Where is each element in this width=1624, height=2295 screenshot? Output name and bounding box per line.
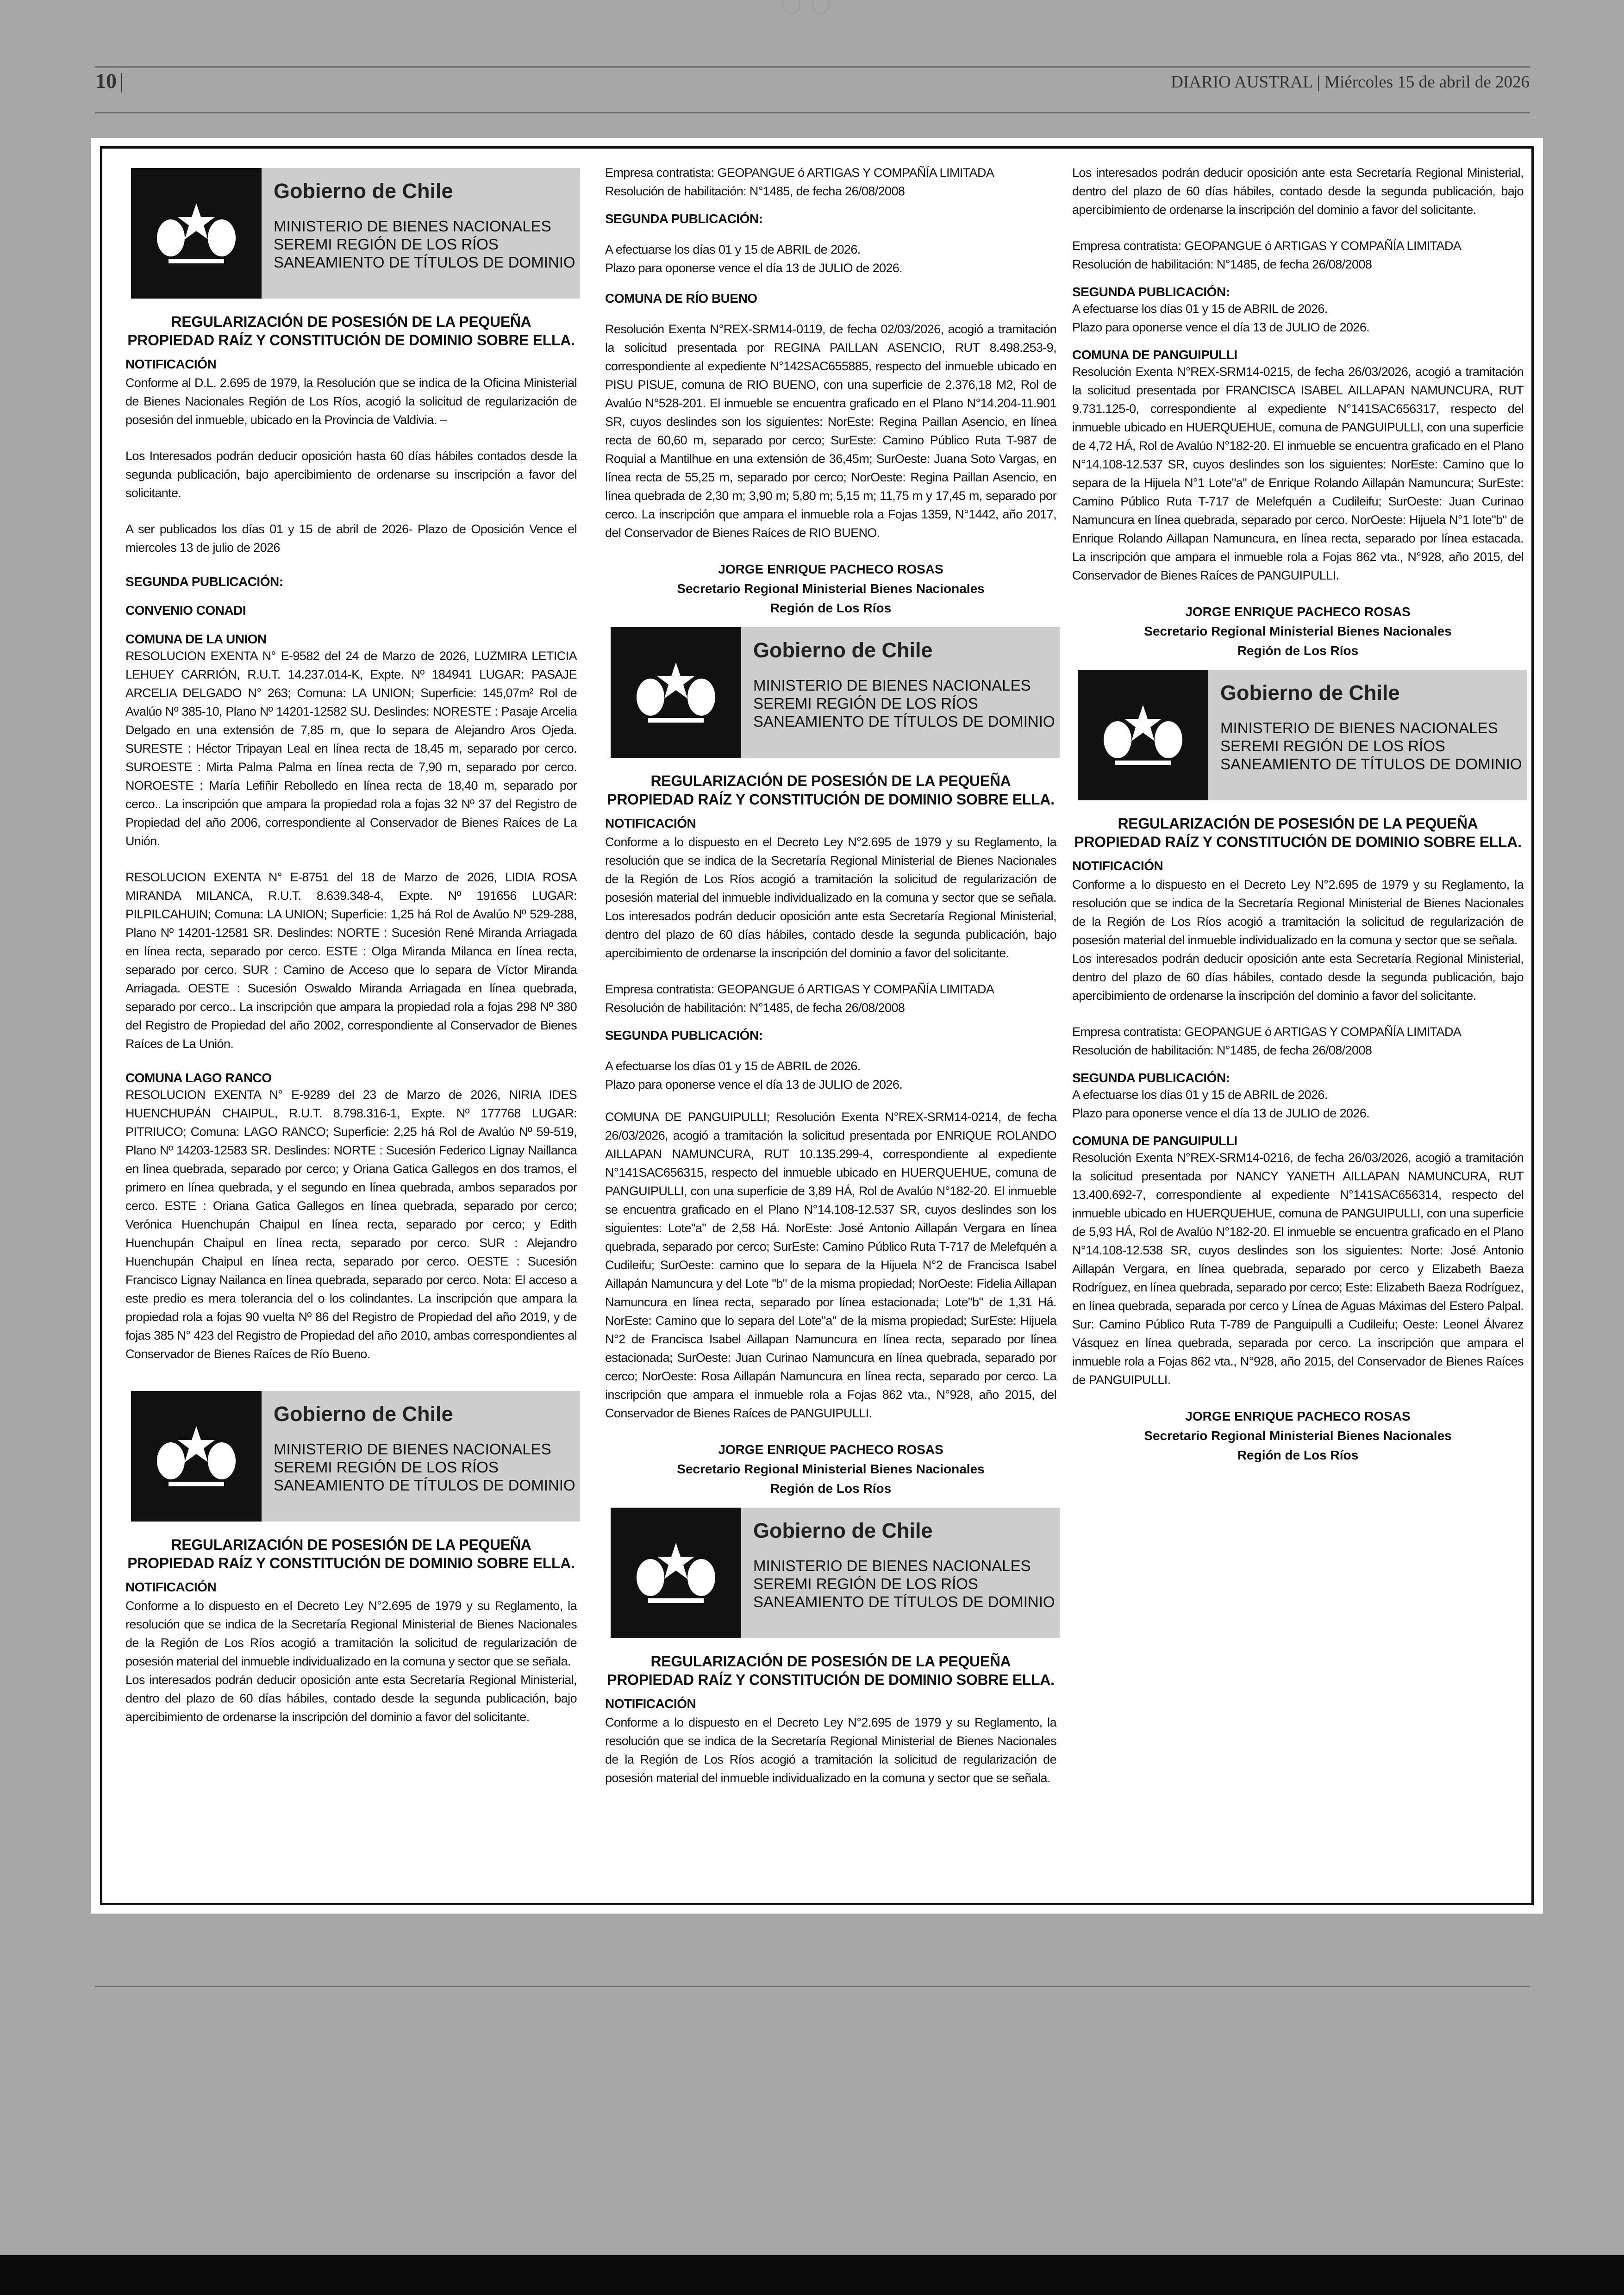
gov-logo-block <box>131 1391 580 1522</box>
segunda-publicacion-heading: SEGUNDA PUBLICACIÓN: <box>605 212 763 226</box>
contractor-info: Empresa contratista: GEOPANGUE ó ARTIGAS Y COMPAÑÍA LIMITADA Resolución de habilitación: N°1485, de fecha 26/08/2008 <box>605 166 994 198</box>
segunda-publicacion-heading: SEGUNDA PUBLICACIÓN: <box>1072 1071 1230 1085</box>
notificacion-heading: NOTIFICACIÓN <box>1072 859 1163 873</box>
notificacion-heading: NOTIFICACIÓN <box>125 1580 217 1594</box>
resolution-entry: Resolución Exenta N°REX-SRM14-0215, de fecha 26/03/2026, acogió a tramitación la solicitud presentada por FRANCISCA ISABEL AILLAPAN NAMUNCURA, RUT 9.731.125-0, correspondiente al expediente N°141SAC656317, respecto del inmueble ubicado en HUERQUEHUE, comuna de PANGUIPULLI, con una superficie de 4,72 HÁ, Rol de Avalúo N°182-20. El inmueble se encuentra graficado en el Plano N°14.108-12.537 SR, cuyos deslindes son los siguientes: NorEste: Camino que lo separa de la Hijuela N°1 Lote"a" de Enrique Rolando Aillapán Namuncura; SurEste: Camino Público Ruta T-717 de Melefquén a Cudileifu; SurOeste: Juan Curinao Namuncura en línea quebrada, separado por cerco. NorOeste: Hijuela N°1 lote"b" de Enrique Rolando Aillapan Namuncura, en línea recta, separado por línea estacada. La inscripción que ampara el inmueble rola a Fojas 862 vta., N°928, año 2015, del Conservador de Bienes Raíces de PANGUIPULLI. <box>1072 365 1524 582</box>
notice-body: Conforme a lo dispuesto en el Decreto Ley N°2.695 de 1979 y su Reglamento, la resolución que se indica de la Secretaría Regional Ministerial de Bienes Nacionales de la Región de Los Ríos acogió a tramitación la solicitud de regularización de posesión material del inmueble individualizado en la comuna y sector que se señala. <box>1072 878 1524 947</box>
signature-block: JORGE ENRIQUE PACHECO ROSAS Secretario Regional Ministerial Bienes Nacionales Región de Los Ríos <box>1144 1409 1452 1462</box>
top-scroll-indicators <box>782 0 843 13</box>
signature-block: JORGE ENRIQUE PACHECO ROSAS Secretario Regional Ministerial Bienes Nacionales Región de Los Ríos <box>677 1442 985 1496</box>
publication-dates: A efectuarse los días 01 y 15 de ABRIL de 2026. Plazo para oponerse vence el día 13 de JULIO de 2026. <box>1072 302 1370 334</box>
seremi-name: SEREMI REGIÓN DE LOS RÍOS <box>753 1575 978 1592</box>
ministry-name: MINISTERIO DE BIENES NACIONALES <box>274 218 551 235</box>
notificacion-heading: NOTIFICACIÓN <box>605 816 696 830</box>
ministry-name: MINISTERIO DE BIENES NACIONALES <box>1220 719 1498 736</box>
gov-name: Gobierno de Chile <box>753 1519 933 1542</box>
chile-coat-of-arms-icon <box>131 168 262 299</box>
comuna-heading: COMUNA DE PANGUIPULLI <box>1072 348 1237 362</box>
notice-title: REGULARIZACIÓN DE POSESIÓN DE LA PEQUEÑA PROPIEDAD RAÍZ Y CONSTITUCIÓN DE DOMINIO SOBRE ELLA. <box>1074 815 1522 850</box>
column-3 <box>1072 163 1524 1474</box>
viewer-bottom-bar <box>0 2255 1624 2295</box>
ministry-name: MINISTERIO DE BIENES NACIONALES <box>753 1557 1031 1574</box>
notice-body: Los interesados podrán deducir oposición ante esta Secretaría Regional Ministerial, dentro del plazo de 60 días hábiles, contado desde la segunda publicación, bajo apercibimiento de ordenarse la inscripción del dominio a favor del solicitante. <box>125 1673 577 1724</box>
resolution-entry: RESOLUCION EXENTA N° E-9289 del 23 de Marzo de 2026, NIRIA IDES HUENCHUPÁN CHAIPUL, R.U.T. 8.798.316-1, Expte. Nº 177768 LUGAR: PITRIUCO; Comuna: LAGO RANCO; Superficie: 2,25 há Rol de Avalúo Nº 59-519, Plano Nº 14203-12583 SR. Deslindes: NORTE : Sucesión Federico Lignay Naillanca en línea quebrada, separado por cerco; y Oriana Gatica Gallegos en dos tramos, el primero en línea quebrada, y el segundo en línea quebrada, ambos separados por cerco. ESTE : Oriana Gatica Gallegos en línea quebrada, separado por cerco; Verónica Huenchupán Chaipul en línea recta, separado por cerco; y Edith Huenchupán Chaipul en línea recta, separado por cerco. SUR : Alejandro Huenchupán Chaipul en línea recta, separado por cerco. OESTE : Sucesión Francisco Lignay Nailanca en línea quebrada, separado por cerco. Nota: El acceso a este predio es mera tolerancia del o los colindantes. La inscripción que ampara la propiedad rola a fojas 90 vuelta Nº 86 del Registro de Propiedad del año 2019, y de fojas 385 N° 423 del Registro de Propiedad del año 2010, ambas correspondientes al Conservador de Bienes Raíces de Río Bueno. <box>125 1088 577 1361</box>
program-name: SANEAMIENTO DE TÍTULOS DE DOMINIO <box>753 1593 1055 1610</box>
notice-body: Conforme al D.L. 2.695 de 1979, la Resolución que se indica de la Oficina Ministerial de Bienes Nacionales Región de Los Ríos, acogió la solicitud de regularización de posesión del inmueble, ubicado en la Provincia de Valdivia. – <box>125 376 577 427</box>
convenio-heading: CONVENIO CONADI <box>125 603 246 617</box>
signature-block: JORGE ENRIQUE PACHECO ROSAS Secretario Regional Ministerial Bienes Nacionales Región de Los Ríos <box>1144 605 1452 658</box>
resolution-entry: RESOLUCION EXENTA N° E-9582 del 24 de Marzo de 2026, LUZMIRA LETICIA LEHUEY CARRIÓN, R.U.T. 14.237.014-K, Expte. Nº 184941 LUGAR: PASAJE ARCELIA DELGADO N° 263; Comuna: LA UNION; Superficie: 145,07m² Rol de Avalúo Nº 385-10, Plano Nº 14201-12582 SU. Deslindes: NORESTE : Pasaje Arcelia Delgado en una extensión de 7,85 m, que lo separa de Alejandro Aros Ojeda. SURESTE : Héctor Tripayan Leal en línea recta de 18,45 m, separado por cerco. SUROESTE : Mirta Palma Palma en línea recta de 7,90 m, separado por cerco. NOROESTE : María Lefiñir Rebolledo en línea recta de 18,40 m, separado por cerco.. La inscripción que ampara la propiedad rola a fojas 32 Nº 37 del Registro de Propiedad del año 2006, correspondiente al Conservador de Bienes Raíces de La Unión. <box>125 649 577 848</box>
publication-dates: A efectuarse los días 01 y 15 de ABRIL de 2026. Plazo para oponerse vence el día 13 de JULIO de 2026. <box>605 1059 903 1091</box>
gov-logo-text <box>741 1508 1060 1638</box>
chile-coat-of-arms-icon <box>611 627 741 758</box>
publication-dates: A efectuarse los días 01 y 15 de ABRIL de 2026. Plazo para oponerse vence el día 13 de JULIO de 2026. <box>1072 1088 1370 1120</box>
gov-logo-block <box>1078 670 1527 800</box>
seremi-name: SEREMI REGIÓN DE LOS RÍOS <box>753 695 978 712</box>
seremi-name: SEREMI REGIÓN DE LOS RÍOS <box>274 1459 499 1476</box>
resolution-entry: COMUNA DE PANGUIPULLI; Resolución Exenta N°REX-SRM14-0214, de fecha 26/03/2026, acogió a tramitación la solicitud presentada por ENRIQUE ROLANDO AILLAPAN NAMUNCURA, RUT 10.135.299-4, correspondiente al expediente N°141SAC656315, respecto del inmueble ubicado en HUERQUEHUE, comuna de PANGUIPULLI, con una superficie de 3,89 HÁ, Rol de Avalúo N°182-20. El inmueble se encuentra graficado en el Plano N°14.108-12.537 SR, cuyos deslindes son los siguientes: Lote"a" de 2,58 Há. NorEste: José Antonio Aillapán Vergara en línea quebrada, separado por cerco; SurEste: Camino Público Ruta T-717 de Melefquén a Cudileifu; SurOeste: camino que lo separa de la Hijuela N°2 de Francisca Isabel Aillapán Namuncura y del Lote "b" de la misma propiedad; NorOeste: Fidelia Aillapan Namuncura en línea recta, separado por línea estacionada; Lote"b" de 1,31 Há. NorEste: Camino que lo separa del Lote"a" de la misma propiedad; SurEste: Hijuela N°2 de Francisca Isabel Aillapan Namuncura en línea recta, separado por línea estacionada; SurOeste: Juan Curinao Namuncura en línea quebrada, separado por cerco; NorOeste: Rosa Aillapán Namuncura en línea recta, separado por cerco. La inscripción que ampara el inmueble rola a Fojas 862 vta., N°928, año 2015, del Conservador de Bienes Raíces de PANGUIPULLI. <box>605 1110 1056 1420</box>
column-1 <box>125 163 577 1744</box>
segunda-publicacion-heading: SEGUNDA PUBLICACIÓN: <box>1072 285 1230 299</box>
notice-body: Conforme a lo dispuesto en el Decreto Ley N°2.695 de 1979 y su Reglamento, la resolución que se indica de la Secretaría Regional Ministerial de Bienes Nacionales de la Región de Los Ríos acogió a tramitación la solicitud de regularización de posesión material del inmueble individualizado en la comuna y sector que se señala. <box>125 1599 577 1668</box>
program-name: SANEAMIENTO DE TÍTULOS DE DOMINIO <box>274 254 575 271</box>
notice-body: Los Interesados podrán deducir oposición hasta 60 días hábiles contados desde la segunda publicación, bajo apercibimiento de ordenarse su inscripción a favor del solicitante. <box>125 449 577 500</box>
notice-title: REGULARIZACIÓN DE POSESIÓN DE LA PEQUEÑA PROPIEDAD RAÍZ Y CONSTITUCIÓN DE DOMINIO SOBRE ELLA. <box>607 1653 1055 1688</box>
contractor-info: Empresa contratista: GEOPANGUE ó ARTIGAS Y COMPAÑÍA LIMITADA Resolución de habilitación: N°1485, de fecha 26/08/2008 <box>605 982 994 1015</box>
gov-logo-text <box>262 168 580 299</box>
column-2 <box>605 163 1056 1805</box>
notice-title: REGULARIZACIÓN DE POSESIÓN DE LA PEQUEÑA PROPIEDAD RAÍZ Y CONSTITUCIÓN DE DOMINIO SOBRE ELLA. <box>127 1536 575 1572</box>
gov-name: Gobierno de Chile <box>1220 681 1400 705</box>
program-name: SANEAMIENTO DE TÍTULOS DE DOMINIO <box>1220 755 1522 773</box>
gov-logo-text <box>262 1391 580 1522</box>
contractor-info: Empresa contratista: GEOPANGUE ó ARTIGAS Y COMPAÑÍA LIMITADA Resolución de habilitación: N°1485, de fecha 26/08/2008 <box>1072 1025 1462 1057</box>
notice-title: REGULARIZACIÓN DE POSESIÓN DE LA PEQUEÑA PROPIEDAD RAÍZ Y CONSTITUCIÓN DE DOMINIO SOBRE ELLA. <box>607 773 1055 808</box>
resolution-entry: Resolución Exenta N°REX-SRM14-0119, de fecha 02/03/2026, acogió a tramitación la solicitud presentada por REGINA PAILLAN ASENCIO, RUT 8.498.253-9, correspondiente al expediente N°142SAC655885, respecto del inmueble ubicado en PISU PISUE, comuna de RIO BUENO, con una superficie de 2.376,18 M2, Rol de Avalúo N°528-201. El inmueble se encuentra graficado en el Plano N°14.204-11.901 SR, cuyos deslindes son los siguientes: NorEste: Regina Paillan Asencio, en línea recta de 60,60 m, separado por cerco; SurEste: Camino Público Ruta T-987 de Roquial a Mantilhue en una extensión de 36,45m; SurOeste: Juana Soto Vargas, en línea recta de 55,25 m, separado por cerco; NorOeste: Regina Paillan Asencio, en línea quebrada de 2,30 m; 3,90 m; 5,80 m; 5,15 m; 11,75 m y 17,45 m, separado por cerco. La inscripción que ampara el inmueble rola a Fojas 1359, N°1442, año 2017, del Conservador de Bienes Raíces de RIO BUENO. <box>605 322 1056 540</box>
notice-frame <box>100 146 1534 1905</box>
chile-coat-of-arms-icon <box>131 1391 262 1522</box>
notice-body: Conforme a lo dispuesto en el Decreto Ley N°2.695 de 1979 y su Reglamento, la resolución que se indica de la Secretaría Regional Ministerial de Bienes Nacionales de la Región de Los Ríos acogió a tramitación la solicitud de regularización de posesión material del inmueble individualizado en la comuna y sector que se señala. <box>605 1715 1056 1785</box>
footer-rule <box>95 1986 1530 1987</box>
newspaper-page <box>91 138 1543 1914</box>
comuna-heading: COMUNA DE PANGUIPULLI <box>1072 1134 1237 1148</box>
chile-coat-of-arms-icon <box>611 1508 741 1638</box>
gov-logo-text <box>741 627 1060 758</box>
notificacion-heading: NOTIFICACIÓN <box>605 1696 696 1711</box>
notice-body: Los interesados podrán deducir oposición ante esta Secretaría Regional Ministerial, dentro del plazo de 60 días hábiles, contado desde la segunda publicación, bajo apercibimiento de ordenarse la inscripción del dominio a favor del solicitante. <box>1072 166 1524 217</box>
notice-body: A ser publicados los días 01 y 15 de abril de 2026- Plazo de Oposición Vence el miercoles 13 de julio de 2026 <box>125 522 577 555</box>
ministry-name: MINISTERIO DE BIENES NACIONALES <box>753 677 1031 694</box>
ministry-name: MINISTERIO DE BIENES NACIONALES <box>274 1441 551 1458</box>
segunda-publicacion-heading: SEGUNDA PUBLICACIÓN: <box>125 574 283 589</box>
gov-logo-block <box>611 1508 1060 1638</box>
page-header: DIARIO AUSTRAL | Miércoles 15 de abril de 2026 <box>1171 73 1530 92</box>
header-top-rule <box>95 66 1530 68</box>
header-bottom-rule <box>95 112 1530 113</box>
comuna-heading: COMUNA LAGO RANCO <box>125 1071 272 1085</box>
page-number: 10 | <box>95 69 124 93</box>
gov-logo-text <box>1208 670 1527 800</box>
comuna-heading: COMUNA DE LA UNION <box>125 632 267 646</box>
program-name: SANEAMIENTO DE TÍTULOS DE DOMINIO <box>753 713 1055 730</box>
gov-logo-block <box>611 627 1060 758</box>
program-name: SANEAMIENTO DE TÍTULOS DE DOMINIO <box>274 1477 575 1494</box>
contractor-info: Empresa contratista: GEOPANGUE ó ARTIGAS Y COMPAÑÍA LIMITADA Resolución de habilitación: N°1485, de fecha 26/08/2008 <box>1072 239 1462 271</box>
comuna-heading: COMUNA DE RÍO BUENO <box>605 291 757 306</box>
gov-name: Gobierno de Chile <box>274 1402 453 1426</box>
gov-name: Gobierno de Chile <box>753 638 933 662</box>
notificacion-heading: NOTIFICACIÓN <box>125 357 217 371</box>
seremi-name: SEREMI REGIÓN DE LOS RÍOS <box>274 236 499 253</box>
signature-block: JORGE ENRIQUE PACHECO ROSAS Secretario Regional Ministerial Bienes Nacionales Región de Los Ríos <box>677 562 985 615</box>
notice-body: Conforme a lo dispuesto en el Decreto Ley N°2.695 de 1979 y su Reglamento, la resolución que se indica de la Secretaría Regional Ministerial de Bienes Nacionales de la Región de Los Ríos acogió a tramitación la solicitud de regularización de posesión material del inmueble individualizado en la comuna y sector que se señala. Los interesados podrán deducir oposición ante esta Secretaría Regional Ministerial, dentro del plazo de 60 días hábiles, contado desde la segunda publicación, bajo apercibimiento de ordenarse la inscripción del dominio a favor del solicitante. <box>605 835 1056 960</box>
publication-dates: A efectuarse los días 01 y 15 de ABRIL de 2026. Plazo para oponerse vence el día 13 de JULIO de 2026. <box>605 243 903 275</box>
resolution-entry: Resolución Exenta N°REX-SRM14-0216, de fecha 26/03/2026, acogió a tramitación la solicitud presentada por NANCY YANETH AILLAPAN NAMUNCURA, RUT 13.400.692-7, correspondiente al expediente N°141SAC656314, respecto del inmueble ubicado en HUERQUEHUE, comuna de PANGUIPULLI, con una superficie de 5,93 HÁ, Rol de Avalúo N°182-20. El inmueble se encuentra graficado en el Plano N°14.108-12.538 SR, cuyos deslindes son los siguientes: Norte: José Antonio Aillapán Vergara, en línea quebrada, separado por cerco y Elizabeth Baeza Rodríguez, en línea quebrada, separado por cerco; Este: Elizabeth Baeza Rodríguez, en línea quebrada, separada por cerco y Línea de Aguas Máximas del Estero Palpal. Sur: Camino Público Ruta T-789 de Panguipulli a Cudileifu; Oeste: Leonel Álvarez Vásquez en línea quebrada, separada por cerco. La inscripción que ampara el inmueble rola a Fojas 862 vta., N°928, año 2015, del Conservador de Bienes Raíces de PANGUIPULLI. <box>1072 1151 1524 1387</box>
gov-name: Gobierno de Chile <box>274 179 453 203</box>
resolution-entry: RESOLUCION EXENTA N° E-8751 del 18 de Marzo de 2026, LIDIA ROSA MIRANDA MILANCA, R.U.T. 8.639.348-4, Expte. Nº 191656 LUGAR: PILPILCAHUIN; Comuna: LA UNION; Superficie: 1,25 há Rol de Avalúo Nº 529-288, Plano Nº 14201-12581 SR. Deslindes: NORTE : Sucesión René Miranda Arriagada en línea recta, separado por cerco. ESTE : Olga Miranda Milanca en línea recta, separado por cerco. SUR : Camino de Acceso que lo separa de Víctor Miranda Arriagada. OESTE : Sucesión Oswaldo Miranda Arriagada en línea quebrada, separado por cerco.. La inscripción que ampara la propiedad rola a fojas 298 Nº 380 del Registro de Propiedad del año 2002, correspondiente al Conservador de Bienes Raíces de La Unión. <box>125 870 577 1051</box>
notice-title: REGULARIZACIÓN DE POSESIÓN DE LA PEQUEÑA PROPIEDAD RAÍZ Y CONSTITUCIÓN DE DOMINIO SOBRE ELLA. <box>127 313 575 349</box>
notice-body: Los interesados podrán deducir oposición ante esta Secretaría Regional Ministerial, dentro del plazo de 60 días hábiles, contado desde la segunda publicación, bajo apercibimiento de ordenarse la inscripción del dominio a favor del solicitante. <box>1072 952 1524 1003</box>
chile-coat-of-arms-icon <box>1078 670 1208 800</box>
gov-logo-block <box>131 168 580 299</box>
segunda-publicacion-heading: SEGUNDA PUBLICACIÓN: <box>605 1028 763 1042</box>
seremi-name: SEREMI REGIÓN DE LOS RÍOS <box>1220 737 1445 755</box>
